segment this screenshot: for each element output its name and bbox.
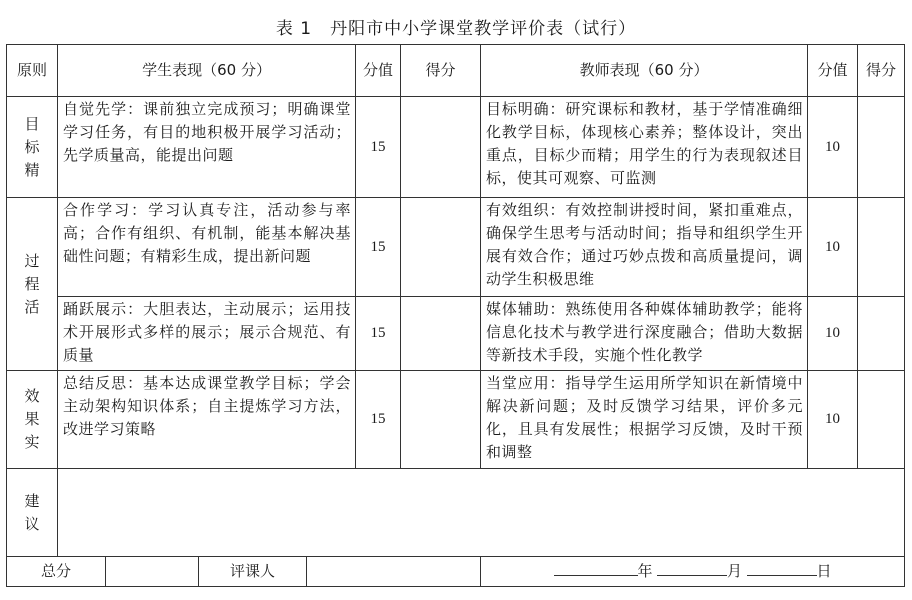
student-desc: 踊跃展示：大胆表达，主动展示；运用技术开展形式多样的展示；展示合规范、有质量 (58, 297, 356, 371)
total-field[interactable] (106, 557, 199, 587)
row-process-1 (7, 198, 905, 297)
day-label: 日 (816, 562, 833, 580)
teacher-score: 10 (808, 297, 858, 371)
student-desc: 总结反思：基本达成课堂教学目标；学会主动架构知识体系；自主提炼学习方法，改进学习策略 (58, 371, 356, 469)
table-title: 表 1 丹阳市中小学课堂教学评价表（试行） (275, 19, 637, 39)
student-got-cell[interactable] (401, 198, 481, 297)
total-label: 总分 (7, 557, 106, 587)
principle-suggestion: 建 议 (7, 469, 58, 557)
principle-effect: 效 果 实 (7, 371, 58, 469)
header-principle: 原则 (7, 45, 58, 97)
principle-process: 过 程 活 (7, 198, 58, 371)
teacher-desc: 有效组织：有效控制讲授时间，紧扣重难点，确保学生思考与活动时间；指导和组织学生开展有效合作；通过巧妙点拨和高质量提问，调动学生积极思维 (481, 198, 808, 297)
student-got-cell[interactable] (401, 297, 481, 371)
student-score: 15 (356, 371, 401, 469)
student-got-cell[interactable] (401, 97, 481, 198)
header-student-value: 分值 (356, 45, 401, 97)
teacher-desc: 媒体辅助：熟练使用各种媒体辅助教学；能将信息化技术与教学进行深度融合；借助大数据等新技术手段，实施个性化教学 (481, 297, 808, 371)
header-student-got: 得分 (401, 45, 481, 97)
month-label: 月 (727, 562, 743, 580)
row-effect (7, 371, 905, 469)
teacher-got-cell[interactable] (858, 297, 905, 371)
student-score: 15 (356, 297, 401, 371)
teacher-score: 10 (808, 371, 858, 469)
teacher-score: 10 (808, 97, 858, 198)
year-blank[interactable] (554, 561, 638, 576)
student-desc: 自觉先学：课前独立完成预习；明确课堂学习任务，有目的地积极开展学习活动；先学质量高，能提出问题 (58, 97, 356, 198)
teacher-got-cell[interactable] (858, 97, 905, 198)
header-teacher: 教师表现（60 分） (481, 45, 808, 97)
student-score: 15 (356, 198, 401, 297)
day-blank[interactable] (747, 561, 817, 576)
teacher-got-cell[interactable] (858, 198, 905, 297)
teacher-desc: 当堂应用：指导学生运用所学知识在新情境中解决新问题；及时反馈学习结果，评价多元化，且具有发展性；根据学习反馈，及时干预和调整 (481, 371, 808, 469)
suggestion-field[interactable] (58, 469, 905, 557)
student-got-cell[interactable] (401, 371, 481, 469)
student-score: 15 (356, 97, 401, 198)
date-field[interactable] (481, 557, 905, 587)
month-blank[interactable] (657, 561, 727, 576)
header-row (7, 45, 905, 97)
teacher-score: 10 (808, 198, 858, 297)
footer-row (7, 557, 905, 587)
row-suggestion (7, 469, 905, 557)
header-teacher-value: 分值 (808, 45, 858, 97)
year-label: 年 (637, 562, 654, 580)
evaluation-table (6, 44, 905, 587)
reviewer-field[interactable] (307, 557, 481, 587)
teacher-got-cell[interactable] (858, 371, 905, 469)
student-desc: 合作学习：学习认真专注，活动参与率高；合作有组织、有机制，能基本解决基础性问题；有精彩生成，提出新问题 (58, 198, 356, 297)
row-goal (7, 97, 905, 198)
reviewer-label: 评课人 (199, 557, 307, 587)
principle-goal: 目 标 精 (7, 97, 58, 198)
header-student: 学生表现（60 分） (58, 45, 356, 97)
row-process-2 (7, 297, 905, 371)
header-teacher-got: 得分 (858, 45, 905, 97)
teacher-desc: 目标明确：研究课标和教材，基于学情准确细化教学目标，体现核心素养；整体设计，突出重点，目标少而精；用学生的行为表现叙述目标，使其可观察、可监测 (481, 97, 808, 198)
